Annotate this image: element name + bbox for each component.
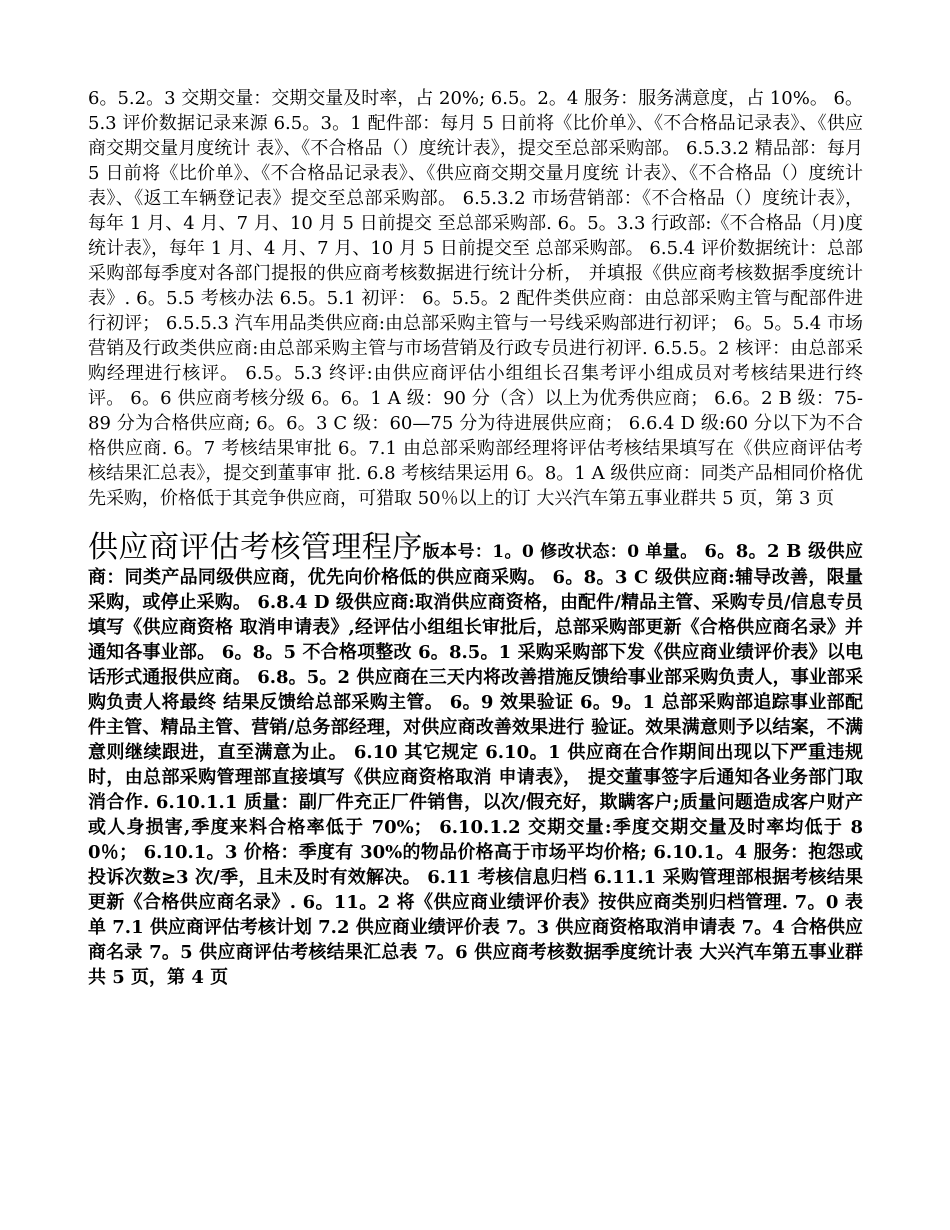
page4-section xyxy=(88,530,863,990)
document-page xyxy=(88,86,863,990)
page3-body-text: 6。5.2。3 交期交量：交期交量及时率，占 20%; 6.5。2。4 服务：服务满意度，占 10%。 6。5.3 评价数据记录来源 6.5。3。1 配件部：每月 5 日前将《比价单》、《不合格品记录表》、《供应商交期交量月度统计 表》、《不合格品（）度统计表》，提交至总部采购部。 6.5.3.2 精品部：每月 5 日前将《比价单》、《不合格品记录表》、《供应商交期交量月度统 计表》、《不合格品（）度统计表》、《返工车辆登记表》提交至总部采购部。 6.5.3.2 市场营销部：《不合格品（）度统计表》，每年 1 月、4 月、7 月、10 月 5 日前提交 至总部采购部. 6。5。3.3 行政部:《不合格品（月)度统计表》，每年 1 月、4 月、7 月、10 月 5 日前提交至 总部采购部。 6.5.4 评价数据统计：总部采购部每季度对各部门提报的供应商考核数据进行统计分析， 并填报《供应商考核数据季度统计表》. 6。5.5 考核办法 6.5。5.1 初评： 6。5.5。2 配件类供应商：由总部采购主管与配部件进行初评； 6.5.5.3 汽车用品类供应商:由总部采购主管与一号线采购部进行初评； 6。5。5.4 市场营销及行政类供应商:由总部采购主管与市场营销及行政专员进行初评. 6.5.5。2 核评：由总部采购经理进行核评。 6.5。5.3 终评:由供应商评估小组组长召集考评小组成员对考核结果进行终评。 6。6 供应商考核分级 6。6。1 A 级：90 分（含）以上为优秀供应商； 6.6。2 B 级：75-89 分为合格供应商; 6。6。3 C 级：60—75 分为待进展供应商； 6.6.4 D 级:60 分以下为不合格供应商. 6。7 考核结果审批 6。7.1 由总部采购部经理将评估考核结果填写在《供应商评估考核结果汇总表》，提交到董事审 批. 6.8 考核结果运用 6。8。1 A 级供应商：同类产品相同价格优先采购，价格低于其竞争供应商，可猎取 50％以上的订 大兴汽车第五事业群共 5 页，第 3 页 xyxy=(88,88,863,509)
page4-body-text: 6。8。2 B 级供应商：同类产品同级供应商，优先向价格低的供应商采购。 6。8。3 C 级供应商:辅导改善，限量采购，或停止采购。 6.8.4 D 级供应商:取消供应商资格，由配件/精品主管、采购专员/信息专员填写《供应商资格 取消申请表》,经评估小组组长审批后，总部采购部更新《合格供应商名录》并通知各事业部。 6。8。5 不合格项整改 6。8.5。1 采购采购部下发《供应商业绩评价表》以电话形式通报供应商。 6.8。5。2 供应商在三天内将改善措施反馈给事业部采购负责人，事业部采购负责人将最终 结果反馈给总部采购主管。 6。9 效果验证 6。9。1 总部采购部追踪事业部配件主管、精品主管、营销/总务部经理，对供应商改善效果进行 验证。效果满意则予以结案，不满意则继续跟进，直至满意为止。 6.10 其它规定 6.10。1 供应商在合作期间出现以下严重违规时，由总部采购管理部直接填写《供应商资格取消 申请表》， 提交董事签字后通知各业务部门取消合作. 6.10.1.1 质量：副厂件充正厂件销售，以次/假充好，欺瞒客户;质量问题造成客户财产 或人身损害,季度来料合格率低于 70%； 6.10.1.2 交期交量:季度交期交量及时率均低于 80％； 6.10.1。3 价格：季度有 30%的物品价格高于市场平均价格; 6.10.1。4 服务：抱怨或投诉次数≥3 次/季，且未及时有效解决。 6.11 考核信息归档 6.11.1 采购管理部根据考核结果更新《合格供应商名录》. 6。11。2 将《供应商业绩评价表》按供应商类别归档管理. 7。0 表单 7.1 供应商评估考核计划 7.2 供应商业绩评价表 7。3 供应商资格取消申请表 7。4 合格供应商名录 7。5 供应商评估考核结果汇总表 7。6 供应商考核数据季度统计表 大兴汽车第五事业群共 5 页，第 4 页 xyxy=(88,541,863,988)
version-label: 版本号：1。0 修改状态：0 单量。 xyxy=(422,542,698,562)
document-title: 供应商评估考核管理程序 xyxy=(88,530,423,565)
